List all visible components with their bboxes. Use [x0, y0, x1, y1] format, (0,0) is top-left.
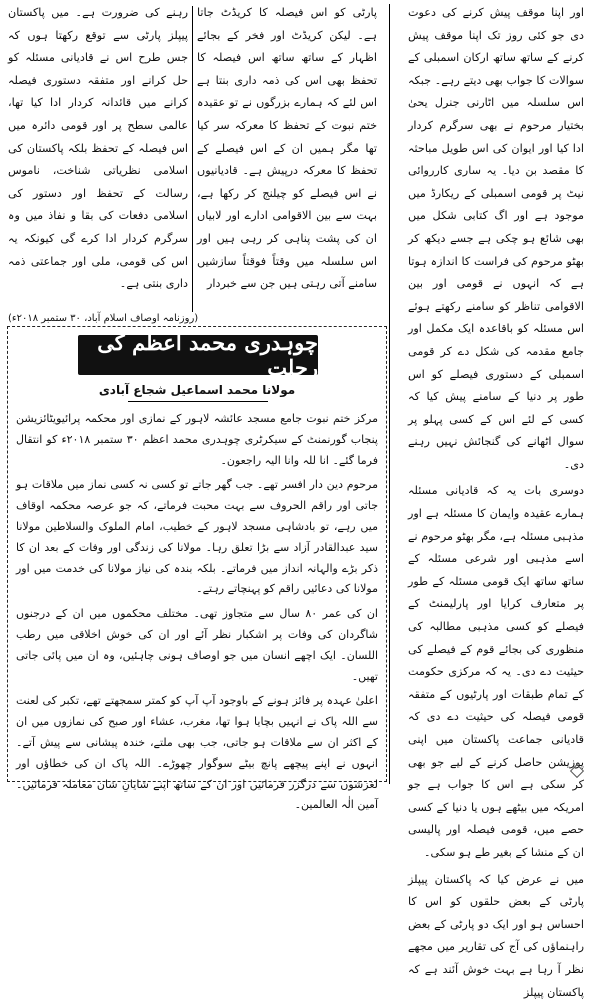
- obituary-paragraph-3: ان کی عمر ۸۰ سال سے متجاوز تھی۔ مختلف محکموں میں ان کے درجنوں شاگردان کی وفات پر اشکبار نظر آئے اور ان کی خوش اخلاقی میں رطب اللسان۔ ایک اچھے انسان میں جو اوصاف ہونی چاہئیں، وہ ان میں پائی جاتی تھیں۔: [16, 607, 378, 683]
- column-right: [407, 2, 584, 999]
- obituary-title: چوہدری محمد اعظم کی رحلت: [97, 330, 318, 380]
- obituary-paragraph-2: مرحوم دین دار افسر تھے۔ جب گھر جاتے تو کسی نہ کسی نماز میں ملاقات ہو جاتی اور راقم الحروف سے بہت محبت فرماتے، کہ جو عرصہ محکمہ اوقاف میں رہے، تو بادشاہی مسجد لاہور کے خطیب، امام الملوک والسلاطین مولانا سید عبدالقادر آزاد سے بڑا تعلق رہا۔ مولانا کی زندگی اور وفات کے بعد ان کا ذکر بڑے والہانہ انداز میں فرماتے۔ بلکہ بندہ کی نیاز مولانا کی خدمت میں اور مولانا کی دعائیں راقم کو پہنچاتے رہتے۔: [16, 478, 378, 596]
- column-right-paragraph-3: میں نے عرض کیا کہ پاکستان پیپلز پارٹی کے بعض حلقوں کو اس کا احساس ہو اور ایک دو پارٹی کے بعض راہنماؤں کی آج کی تقاریر میں مجھے نظر آ رہا ہے بہت خوش آئند ہے کہ پاکستان پیپلز: [408, 872, 584, 999]
- byline-underline: [128, 401, 268, 402]
- obituary-paragraph-4: اعلیٰ عہدہ پر فائز ہونے کے باوجود آپ آپ کو کمتر سمجھتے تھے، تکبر کی لعنت سے اللہ پاک نے انہیں بچایا ہوا تھا، مغرب، عشاء اور صبح کی نمازوں میں ان کے اکثر ان سے ملاقات ہو جاتی، جب بھی ملتے، خندہ پیشانی سے پیش آتے۔ انہوں نے اپنے پیچھے پانچ بیٹے سوگوار چھوڑے۔ اللہ پاک ان کی خطاؤں اور لغزشوں سے درگزر فرمائیں اور ان کے ساتھ اپنے شایانِ شان معاملہ فرمائیں۔ آمین الٰہ العالمین۔: [16, 694, 378, 812]
- obituary-box: [7, 326, 387, 812]
- article-source-line: (روزنامہ اوصاف اسلام آباد، ۳۰ ستمبر ۲۰۱۸ء): [8, 313, 199, 324]
- column-divider: [192, 6, 193, 312]
- column-upper-middle-paragraph: پارٹی کو اس فیصلہ کا کریڈٹ جاتا ہے۔ لیکن کریڈٹ اور فخر کے بجائے اظہار کے ساتھ ساتھ اس فیصلہ کا تحفظ بھی اس کی ذمہ داری بنتا ہے اس لئے کہ ہمارے بزرگوں نے تو عقیدہ ختم نبوت کے تحفظ کا معرکہ سر کیا تھا مگر ہمیں ان کے اس فیصلے کے تحفظ کا معرکہ درپیش ہے۔ قادیانیوں نے اس فیصلے کو چیلنج کر رکھا ہے، بہت سے بین الاقوامی ادارے اور لابیاں ان کی پشت پناہی کر رہی ہیں اور اس سلسلہ میں وقتاً فوقتاً سازشیں سامنے آتی رہتی ہیں جن سے خبردار: [197, 6, 377, 291]
- obituary-byline: مولانا محمد اسماعیل شجاع آبادی: [98, 383, 296, 397]
- column-upper-left-paragraph: رہنے کی ضرورت ہے۔ میں پاکستان پیپلز پارٹی سے توقع رکھتا ہوں کہ جس طرح اس نے قادیانی مسئلہ کو حل کرانے اور متفقہ دستوری فیصلہ کرانے میں قائدانہ کردار ادا کیا تھا، عالمی سطح پر اور قومی دائرہ میں اس فیصلہ کے تحفظ بلکہ پاکستان کی اسلامی نظریاتی شناخت، ناموس رسالت کے تحفظ اور دستور کی اسلامی دفعات کی بقا و نفاذ میں وہ سرگرم کردار ادا کرے گی کیونکہ یہ اس کی قومی، ملی اور جماعتی ذمہ داری بنتی ہے۔: [8, 6, 188, 291]
- obituary-body: [16, 409, 378, 820]
- column-upper-middle: [197, 2, 377, 320]
- obituary-title-banner: [78, 330, 318, 380]
- column-divider: [389, 4, 390, 784]
- column-right-paragraph-2: دوسری بات یہ کہ قادیانی مسئلہ ہمارے عقیدہ وایمان کا مسئلہ ہے اور مذہبی مسئلہ ہے، مگر بھٹو مرحوم نے اسے مذہبی اور شرعی مسئلہ کے ساتھ ساتھ ایک قومی مسئلہ کے طور پر متعارف کرایا اور پارلیمنٹ کے فیصلے کو کسی مذہبی مطالبہ کی منظوری کی بجائے قوم کے فیصلے کی حیثیت دے دی۔ یہ کہ مرکزی حکومت کے تمام طبقات اور پارٹیوں کے متفقہ قومی فیصلہ کی حیثیت دے دی کہ قادیانی جماعت پاکستان میں اپنی پوزیشن حاصل کرنے کے لیے جو بھی کر سکی ہے اس کا جواب ہے جو امریکہ میں بیٹھے ہوں یا دنیا کے کسی حصے میں، قومی فیصلہ اور پالیسی ان کے منشا کے بغیر طے ہو سکی۔: [407, 484, 584, 859]
- column-right-paragraph-1: اور اپنا موقف پیش کرنے کی دعوت دی جو کئی روز تک اپنا موقف پیش کرنے کے ساتھ ساتھ ارکان اسمبلی کے سوالات کا جواب بھی دیتے رہے۔ جبکہ اس سلسلہ میں اٹارنی جنرل یحیٰ بختیار مرحوم نے بھی سرگرم کردار ادا کیا اور ایوان کی اس طویل مباحثہ کا مقصد بن دیا۔ یہ ساری کارروائی نیٹ پر قومی اسمبلی کے ریکارڈ میں موجود ہے اور اگ کتابی شکل میں بھی شائع ہو چکی ہے جسے دیکھ کر بھٹو مرحوم کی فراست کا اندازہ ہوتا ہے کہ انہوں نے قومی اور بین الاقوامی تناظر کو سامنے رکھتے ہوئے اس مسئلہ کو باقاعدہ ایک مکمل اور جامع مقدمہ کی شکل دے کر قومی اسمبلی کے دستوری فیصلے کو اس طور پر دنیا کے سامنے پیش کیا کہ کسی کے لئے اس کے کسی پہلو پر سوال اٹھانے کی گنجائش نہیں رہنے دی۔: [408, 6, 584, 471]
- column-upper-left: [8, 2, 188, 320]
- obituary-paragraph-1: مرکز ختم نبوت جامع مسجد عائشہ لاہور کے نمازی اور محکمہ پرائیویٹائزیشن پنجاب گورنمنٹ کے سیکرٹری چوہدری محمد اعظم ۳۰ ستمبر ۲۰۱۸ء کو انتقال فرما گئے۔ انا للہ وانا الیہ راجعون۔: [16, 412, 378, 467]
